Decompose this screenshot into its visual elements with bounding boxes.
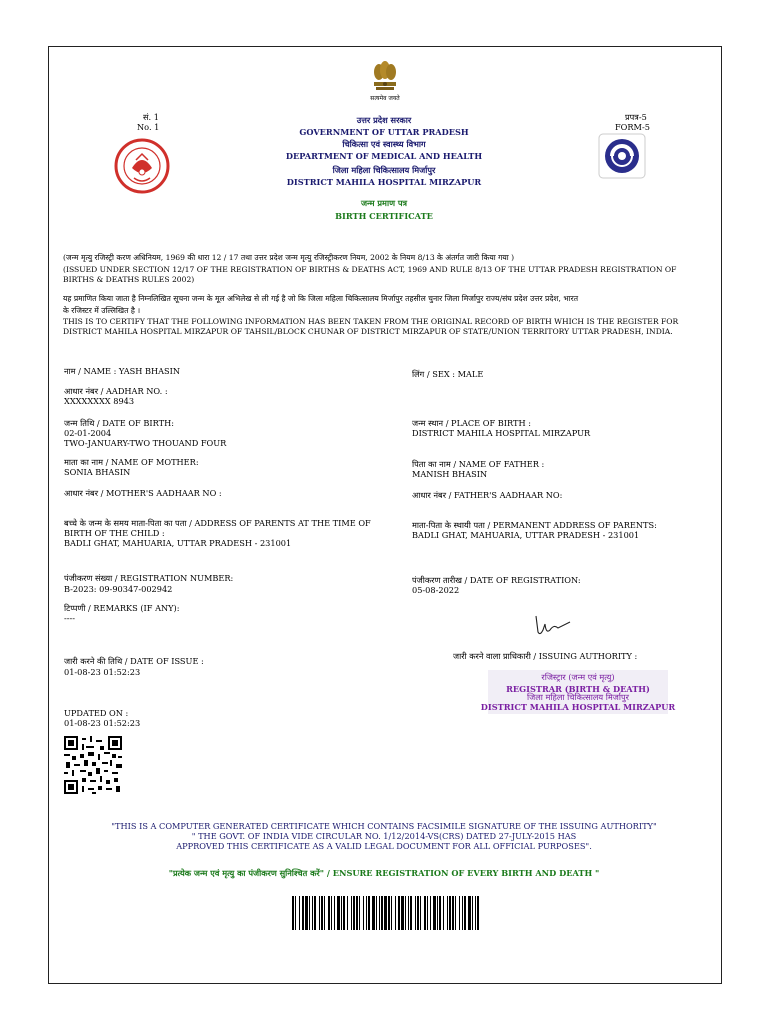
- address-birth-label: बच्चे के जन्म के समय माता-पिता का पता / ADDRESS OF PARENTS AT THE TIME OF: [64, 518, 371, 528]
- address-birth-value: BADLI GHAT, MAHUARIA, UTTAR PRADESH - 231001: [64, 538, 292, 548]
- father-value: MANISH BHASIN: [412, 469, 488, 479]
- up-government-seal-icon: [114, 138, 170, 194]
- authority-hospital-hi: जिला महिला चिकित्सालय मिर्जापुर: [527, 692, 629, 702]
- footer-note-2: " THE GOVT. OF INDIA VIDE CIRCULAR NO. 1/12/2014-VS(CRS) DATED 27-JULY-2015 HAS: [191, 831, 577, 841]
- authority-hospital-en: DISTRICT MAHILA HOSPITAL MIRZAPUR: [480, 702, 676, 712]
- footer-note-1: "THIS IS A COMPUTER GENERATED CERTIFICATE WHICH CONTAINS FACSIMILE SIGNATURE OF THE ISSUING AUTHORITY": [111, 821, 657, 831]
- dob-value: 02-01-2004: [64, 428, 112, 438]
- remarks-label: टिप्पणी / REMARKS (IF ANY):: [64, 603, 180, 613]
- serial-en: No. 1: [137, 122, 160, 132]
- form-hi: प्रपत्र-5: [625, 112, 647, 122]
- form-en: FORM-5: [615, 122, 650, 132]
- registration-date-label: पंजीकरण तारीख / DATE OF REGISTRATION:: [412, 575, 581, 585]
- serial-hi: सं. 1: [143, 112, 159, 122]
- updated-label: UPDATED ON :: [64, 708, 129, 718]
- hospital-hi: जिला महिला चिकित्सालय मिर्जापुर: [332, 165, 436, 175]
- mother-value: SONIA BHASIN: [64, 467, 131, 477]
- slogan: [64, 868, 704, 878]
- qr-code-icon: [64, 736, 122, 794]
- certificate-title-hi: जन्म प्रमाण पत्र: [360, 198, 408, 208]
- place-of-birth-value: DISTRICT MAHILA HOSPITAL MIRZAPUR: [412, 428, 591, 438]
- govt-hi: उत्तर प्रदेश सरकार: [356, 115, 412, 125]
- place-of-birth-label: जन्म स्थान / PLACE OF BIRTH :: [412, 418, 531, 428]
- issue-date-label: जारी करने की तिथि / DATE OF ISSUE :: [64, 656, 204, 666]
- mother-label: माता का नाम / NAME OF MOTHER:: [64, 457, 199, 467]
- certify-en-line2: DISTRICT MAHILA HOSPITAL MIRZAPUR OF TAHSIL/BLOCK CHUNAR OF DISTRICT MIRZAPUR OF STATE/UNION TERRITORY UTTAR PRADESH, INDIA.: [63, 327, 673, 336]
- sex: लिंग / SEX : MALE: [412, 369, 484, 379]
- registration-number-label: पंजीकरण संख्या / REGISTRATION NUMBER:: [64, 573, 234, 583]
- remarks-value: ----: [64, 613, 76, 623]
- hospital-en: DISTRICT MAHILA HOSPITAL MIRZAPUR: [286, 177, 482, 187]
- barcode-icon: [290, 896, 480, 930]
- permanent-address-label: माता-पिता के स्थायी पता / PERMANENT ADDRESS OF PARENTS:: [412, 520, 657, 530]
- registration-logo-icon: [598, 133, 646, 179]
- issue-date-value: 01-08-23 01:52:23: [64, 667, 141, 677]
- dob-words: TWO-JANUARY-TWO THOUAND FOUR: [64, 438, 227, 448]
- address-birth-label-2: BIRTH OF THE CHILD :: [64, 528, 165, 538]
- slogan-hi: "प्रत्येक जन्म एवं मृत्यु का पंजीकरण सुनिश्चित करें": [168, 868, 325, 878]
- intro-hi-line1: (जन्म मृत्यु रजिस्ट्री करण अधिनियम, 1969 की धारा 12 / 17 तथा उत्तर प्रदेश जन्म मृत्यु रजिस्ट्रीकरण नियम, 2002 के नियम 8/13 के अंतर्गत जारी किया गया ): [63, 253, 515, 262]
- dept-en: DEPARTMENT OF MEDICAL AND HEALTH: [285, 151, 483, 161]
- emblem-motto: सत्यमेव जयते: [370, 95, 400, 102]
- intro-en-line1: (ISSUED UNDER SECTION 12/17 OF THE REGISTRATION OF BIRTHS & DEATHS ACT, 1969 AND RULE 8/13 OF THE UTTAR PRADESH REGISTRATION OF: [63, 265, 677, 274]
- dept-hi: चिकित्सा एवं स्वास्थ्य विभाग: [342, 139, 426, 149]
- father-label: पिता का नाम / NAME OF FATHER :: [412, 459, 545, 469]
- govt-en: GOVERNMENT OF UTTAR PRADESH: [299, 127, 469, 137]
- father-aadhaar: आधार नंबर / FATHER'S AADHAAR NO:: [412, 490, 563, 500]
- aadhar-value: XXXXXXXX 8943: [64, 396, 135, 406]
- certify-hi-line2: के रजिस्टर में उल्लिखित है ।: [63, 306, 141, 315]
- mother-aadhaar: आधार नंबर / MOTHER'S AADHAAR NO :: [64, 488, 222, 498]
- certify-en-line1: THIS IS TO CERTIFY THAT THE FOLLOWING INFORMATION HAS BEEN TAKEN FROM THE ORIGINAL RECORD OF BIRTH WHICH IS THE REGISTER FOR: [63, 317, 679, 326]
- registrar-en: REGISTRAR (BIRTH & DEATH): [506, 684, 650, 694]
- certificate-title: BIRTH CERTIFICATE: [335, 211, 433, 221]
- intro-en-line2: BIRTHS & DEATHS RULES 2002): [63, 275, 195, 284]
- registration-date-value: 05-08-2022: [412, 585, 460, 595]
- registrar-hi: रजिस्ट्रार (जन्म एवं मृत्यु): [541, 672, 615, 682]
- child-name: नाम / NAME : YASH BHASIN: [64, 366, 181, 376]
- aadhar-label: आधार नंबर / AADHAR NO. :: [64, 386, 168, 396]
- certify-hi-line1: यह प्रमाणित किया जाता है निम्नलिखित सूचना जन्म के मूल अभिलेख से ली गई है जो कि जिला महिला चिकित्सालय मिर्जापुर तहसील चुनार जिला मिर्जापुर राज्य/संघ प्रदेश उत्तर प्रदेश, भारत: [63, 294, 579, 303]
- dob-label: जन्म तिथि / DATE OF BIRTH:: [64, 418, 174, 428]
- footer-note-3: APPROVED THIS CERTIFICATE AS A VALID LEGAL DOCUMENT FOR ALL OFFICIAL PURPOSES".: [176, 841, 592, 851]
- facsimile-signature-icon: [530, 612, 574, 638]
- registration-number-value: B-2023: 09-90347-002942: [64, 584, 173, 594]
- state-emblem-icon: [370, 58, 400, 94]
- slogan-en: / ENSURE REGISTRATION OF EVERY BIRTH AND DEATH ": [324, 868, 600, 878]
- updated-value: 01-08-23 01:52:23: [64, 718, 141, 728]
- issuing-authority-label: जारी करने वाला प्राधिकारी / ISSUING AUTHORITY :: [453, 651, 638, 661]
- permanent-address-value: BADLI GHAT, MAHUARIA, UTTAR PRADESH - 231001: [412, 530, 640, 540]
